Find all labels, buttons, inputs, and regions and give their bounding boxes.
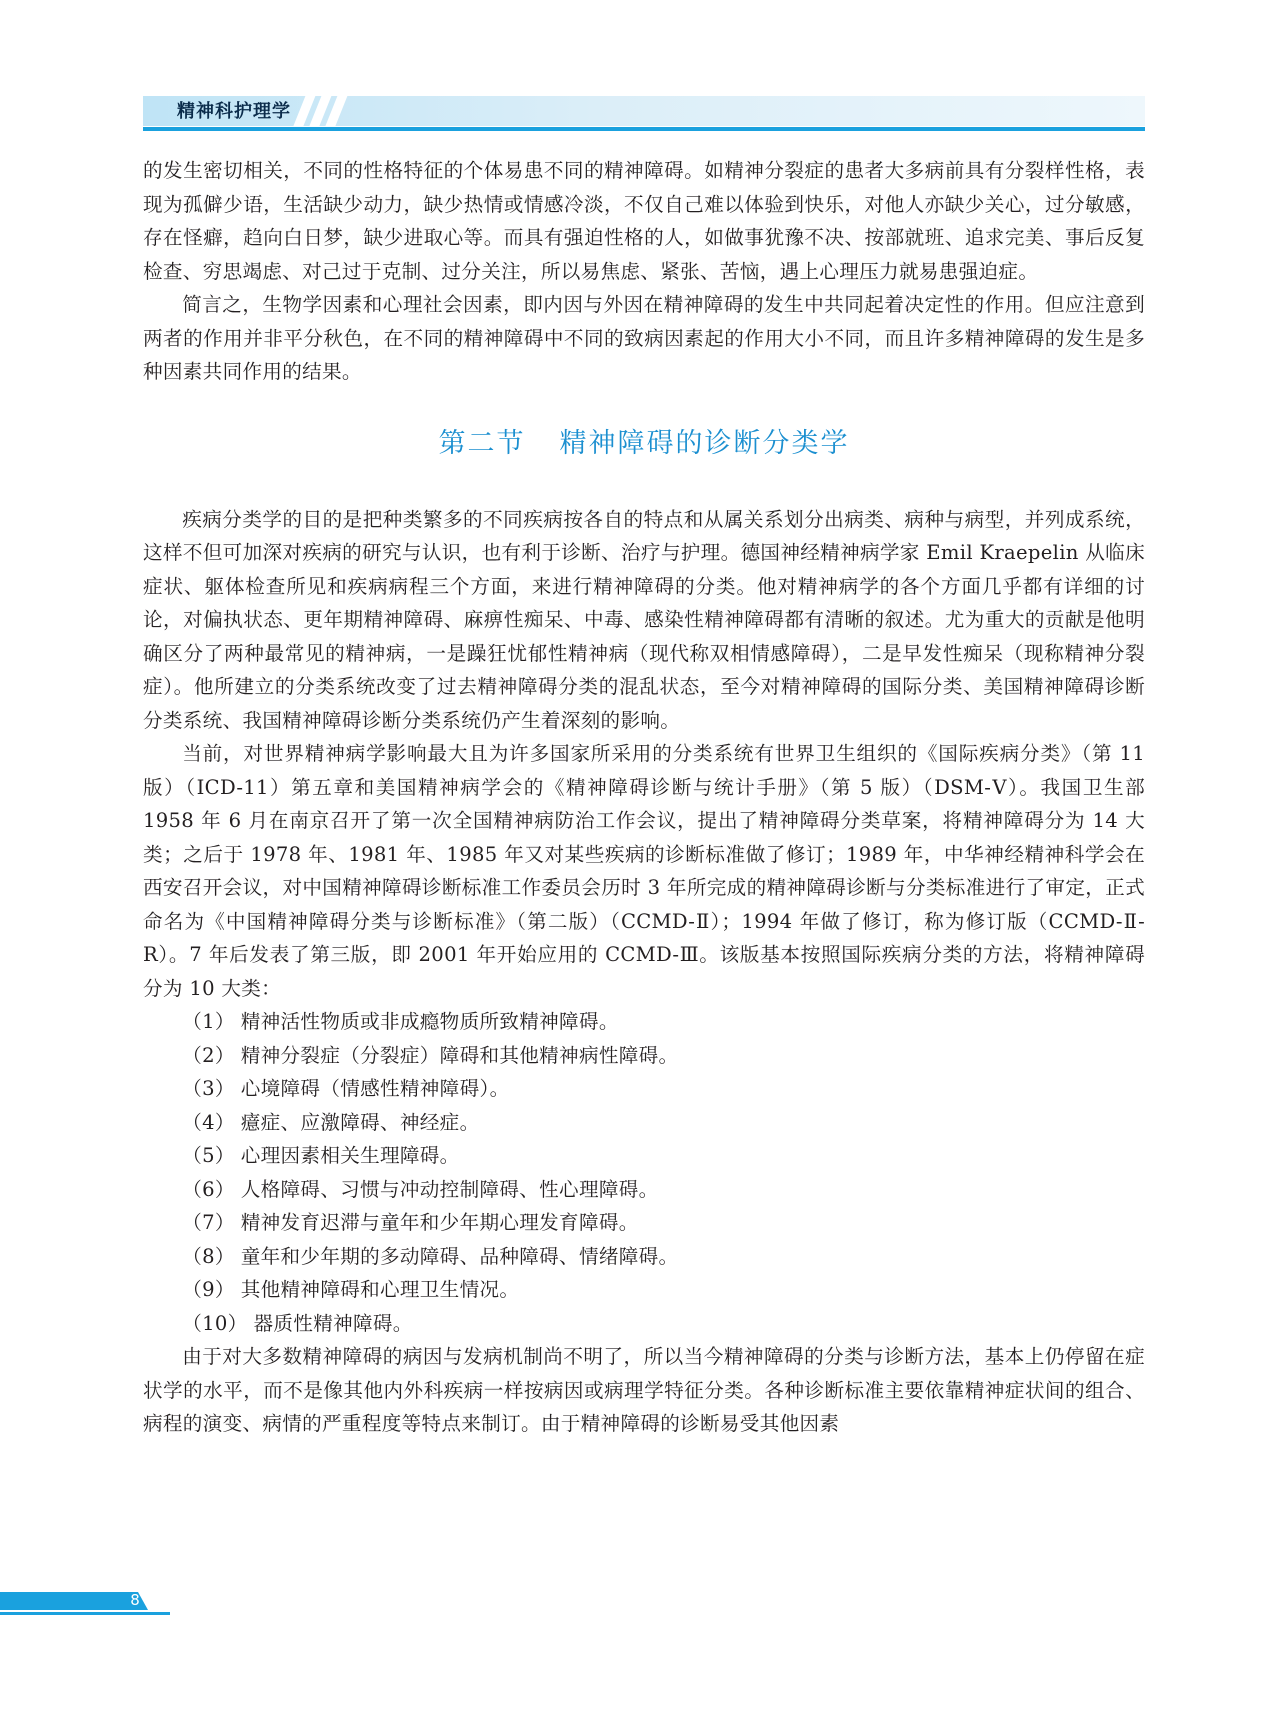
paragraph: 的发生密切相关，不同的性格特征的个体易患不同的精神障碍。如精神分裂症的患者大多病前具有分裂样性格，表现为孤僻少语，生活缺少动力，缺少热情或情感冷淡，不仅自己难以体验到快乐，对他人亦缺少关心，过分敏感，存在怪癖，趋向白日梦，缺少进取心等。而具有强迫性格的人，如做事犹豫不决、按部就班、追求完美、事后反复检查、穷思竭虑、对己过于克制、过分关注，所以易焦虑、紧张、苦恼，遇上心理压力就易患强迫症。: [143, 159, 1145, 283]
folio-rule: [0, 1612, 170, 1615]
folio-band: [0, 1592, 148, 1610]
paragraph: 当前，对世界精神病学影响最大且为许多国家所采用的分类系统有世界卫生组织的《国际疾病分类》（第 11 版）（ICD-11）第五章和美国精神病学会的《精神障碍诊断与统计手册》（第 5 版）（DSM-Ⅴ）。我国卫生部 1958 年 6 月在南京召开了第一次全国精神病防治工作会议，提出了精神障碍分类草案，将精神障碍分为 14 大类；之后于 1978 年、1981 年、1985 年又对某些疾病的诊断标准做了修订；1989 年，中华神经精神科学会在西安召开会议，对中国精神障碍诊断标准工作委员会历时 3 年所完成的精神障碍诊断与分类标准进行了审定，正式命名为《中国精神障碍分类与诊断标准》（第二版）（CCMD-Ⅱ）；1994 年做了修订，称为修订版（CCMD-Ⅱ-R）。7 年后发表了第三版，即 2001 年开始应用的 CCMD-Ⅲ。该版基本按照国际疾病分类的方法，将精神障碍分为 10 大类：: [143, 742, 1145, 1000]
header-stripes-decoration: [293, 92, 353, 127]
page-folio: [0, 1592, 170, 1618]
header-rule: [143, 127, 1145, 131]
running-header: [143, 92, 1145, 132]
list-item: （9） 其他精神障碍和心理卫生情况。: [182, 1278, 520, 1301]
paragraph: 简言之，生物学因素和心理社会因素，即内因与外因在精神障碍的发生中共同起着决定性的作用。但应注意到两者的作用并非平分秋色，在不同的精神障碍中不同的致病因素起的作用大小不同，而且许多精神障碍的发生是多种因素共同作用的结果。: [143, 293, 1145, 383]
list-item: （7） 精神发育迟滞与童年和少年期心理发育障碍。: [182, 1211, 639, 1234]
book-title: 精神科护理学: [177, 101, 291, 122]
list-item: （10） 器质性精神障碍。: [182, 1311, 413, 1335]
list-item: （5） 心理因素相关生理障碍。: [182, 1144, 460, 1167]
category-list: [143, 1005, 1145, 1340]
list-item: （2） 精神分裂症（分裂症）障碍和其他精神病性障碍。: [182, 1043, 679, 1067]
list-item: （1） 精神活性物质或非成瘾物质所致精神障碍。: [182, 1010, 619, 1033]
section-heading: [143, 425, 1145, 463]
list-item: （3） 心境障碍（情感性精神障碍）。: [182, 1077, 510, 1100]
page-content: [143, 154, 1145, 1441]
paragraph: 疾病分类学的目的是把种类繁多的不同疾病按各自的特点和从属关系划分出病类、病种与病型，并列成系统，这样不但可加深对疾病的研究与认识，也有利于诊断、治疗与护理。德国神经精神病学家 Emil Kraepelin 从临床症状、躯体检查所见和疾病病程三个方面，来进行精神障碍的分类。他对精神病学的各个方面几乎都有详细的讨论，对偏执状态、更年期精神障碍、麻痹性痴呆、中毒、感染性精神障碍都有清晰的叙述。尤为重大的贡献是他明确区分了两种最常见的精神病，一是躁狂忧郁性精神病（现代称双相情感障碍），二是早发性痴呆（现称精神分裂症）。他所建立的分类系统改变了过去精神障碍分类的混乱状态，至今对精神障碍的国际分类、美国精神障碍诊断分类系统、我国精神障碍诊断分类系统仍产生着深刻的影响。: [143, 507, 1145, 732]
paragraph: 由于对大多数精神障碍的病因与发病机制尚不明了，所以当今精神障碍的分类与诊断方法，基本上仍停留在症状学的水平，而不是像其他内外科疾病一样按病因或病理学特征分类。各种诊断标准主要依靠精神症状间的组合、病程的演变、病情的严重程度等特点来制订。由于精神障碍的诊断易受其他因素: [143, 1345, 1145, 1435]
page-number: 8: [130, 1591, 140, 1609]
list-item: （8） 童年和少年期的多动障碍、品种障碍、情绪障碍。: [182, 1244, 679, 1268]
list-item: （4） 癔症、应激障碍、神经症。: [182, 1110, 480, 1134]
list-item: （6） 人格障碍、习惯与冲动控制障碍、性心理障碍。: [182, 1177, 659, 1201]
section-number: 第二节: [438, 427, 526, 459]
section-title: 精神障碍的诊断分类学: [559, 427, 850, 459]
